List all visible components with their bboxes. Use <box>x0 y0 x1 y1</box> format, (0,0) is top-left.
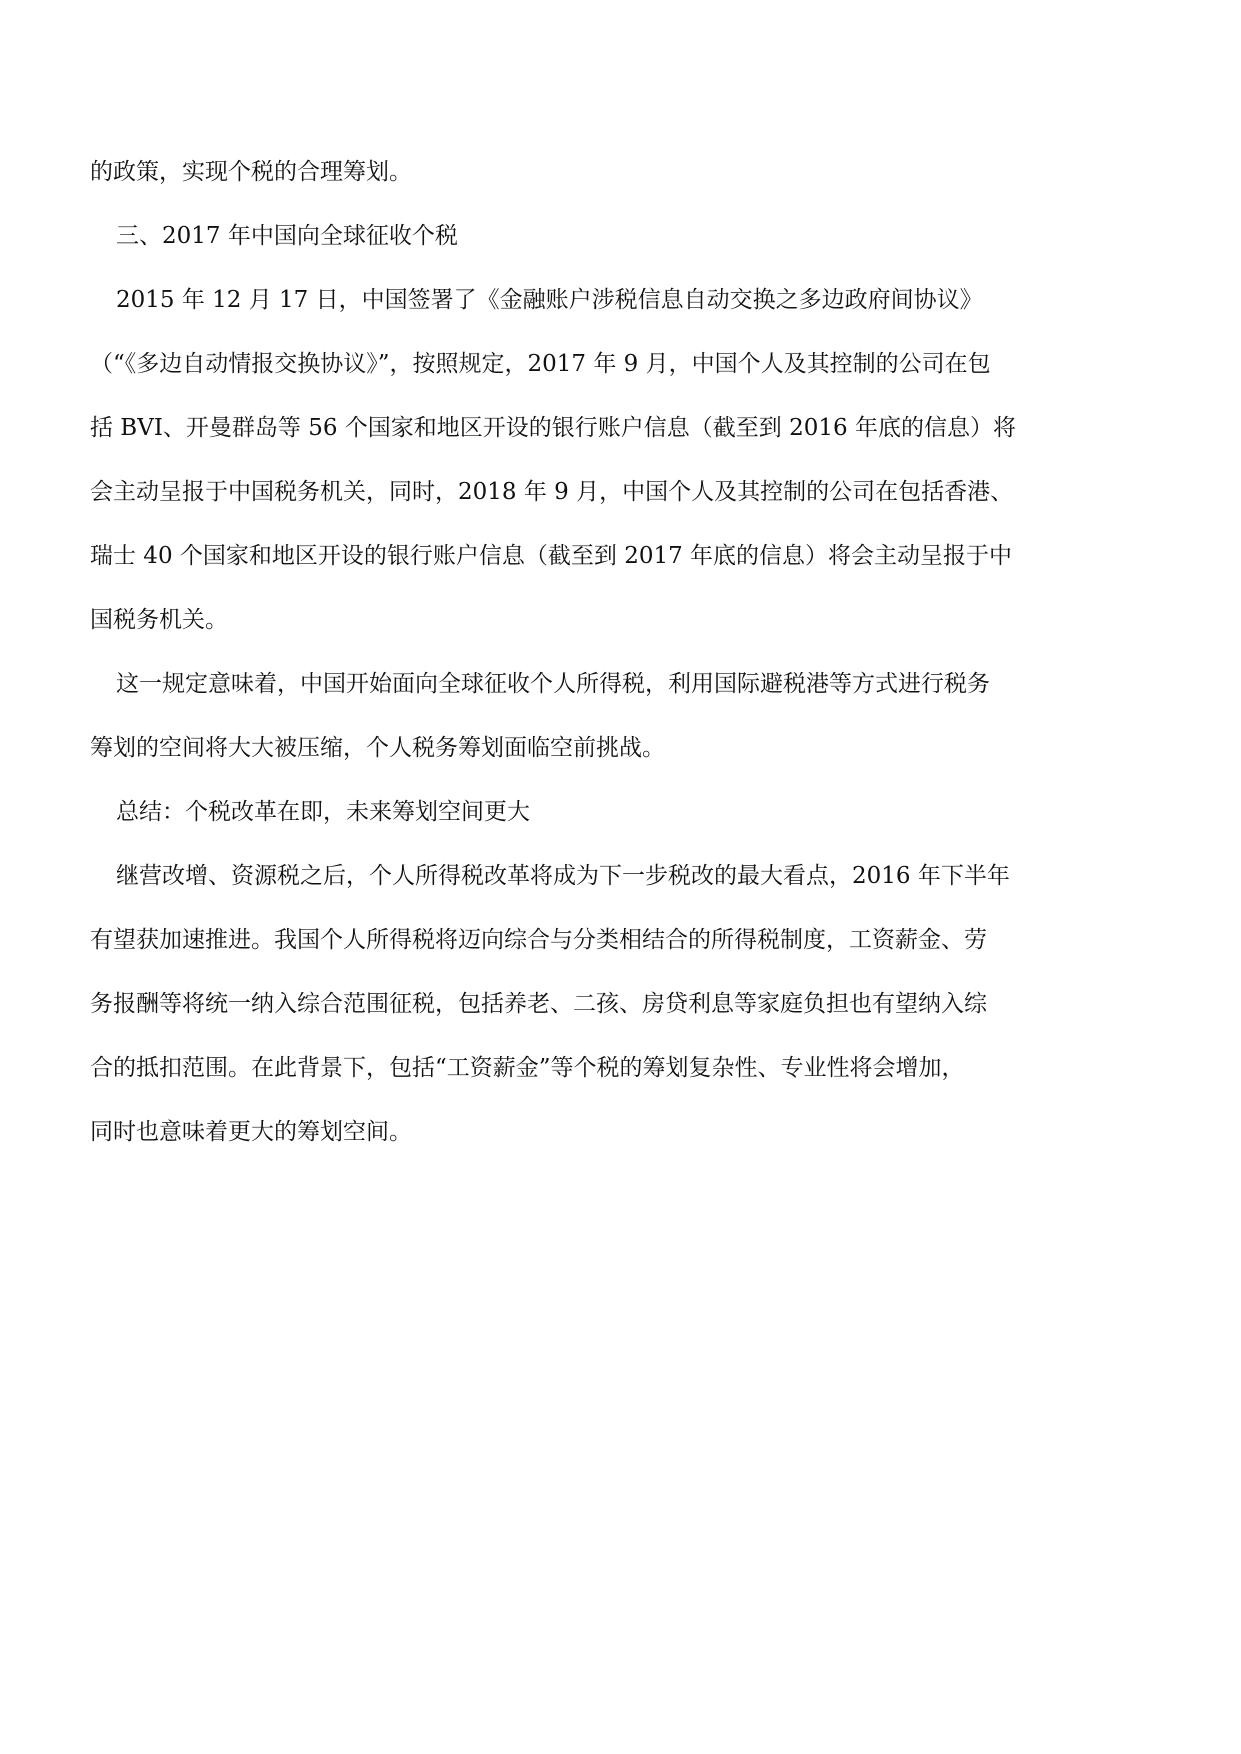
paragraph-regulation-meaning <box>90 669 1150 797</box>
text-line: 瑞士 40 个国家和地区开设的银行账户信息（截至到 2017 年底的信息）将会主动呈报于中 <box>90 543 1013 569</box>
text-line: 同时也意味着更大的筹划空间。 <box>90 1119 412 1145</box>
section-heading-global-tax <box>90 221 1150 285</box>
document-body <box>90 157 1150 1181</box>
text-line: 继营改增、资源税之后，个人所得税改革将成为下一步税改的最大看点，2016 年下半年 <box>116 863 1010 889</box>
text-line: 三、2017 年中国向全球征收个税 <box>116 223 458 249</box>
text-line: 2015 年 12 月 17 日，中国签署了《金融账户涉税信息自动交换之多边政府间协议》 <box>116 287 983 313</box>
paragraph-policy-tail <box>90 157 1150 221</box>
text-line: 这一规定意味着，中国开始面向全球征收个人所得税，利用国际避税港等方式进行税务 <box>116 671 990 697</box>
text-line: 合的抵扣范围。在此背景下，包括“工资薪金”等个税的筹划复杂性、专业性将会增加， <box>90 1055 965 1081</box>
text-line: 国税务机关。 <box>90 607 228 633</box>
text-line: 的政策，实现个税的合理筹划。 <box>90 159 412 185</box>
text-line: 筹划的空间将大大被压缩，个人税务筹划面临空前挑战。 <box>90 735 665 761</box>
paragraph-tax-reform-outlook <box>90 861 1150 1181</box>
summary-heading <box>90 797 1150 861</box>
text-line: 总结：个税改革在即，未来筹划空间更大 <box>116 799 530 825</box>
text-line: 务报酬等将统一纳入综合范围征税，包括养老、二孩、房贷利息等家庭负担也有望纳入综 <box>90 991 987 1017</box>
text-line: 括 BVI、开曼群岛等 56 个国家和地区开设的银行账户信息（截至到 2016 年底的信息）将 <box>90 415 1016 441</box>
text-line: 会主动呈报于中国税务机关，同时，2018 年 9 月，中国个人及其控制的公司在包括香港、 <box>90 479 1014 505</box>
text-line: （“《多边自动情报交换协议》”，按照规定，2017 年 9 月，中国个人及其控制的公司在包 <box>90 351 991 377</box>
paragraph-multilateral-agreement <box>90 285 1150 669</box>
text-line: 有望获加速推进。我国个人所得税将迈向综合与分类相结合的所得税制度，工资薪金、劳 <box>90 927 987 953</box>
